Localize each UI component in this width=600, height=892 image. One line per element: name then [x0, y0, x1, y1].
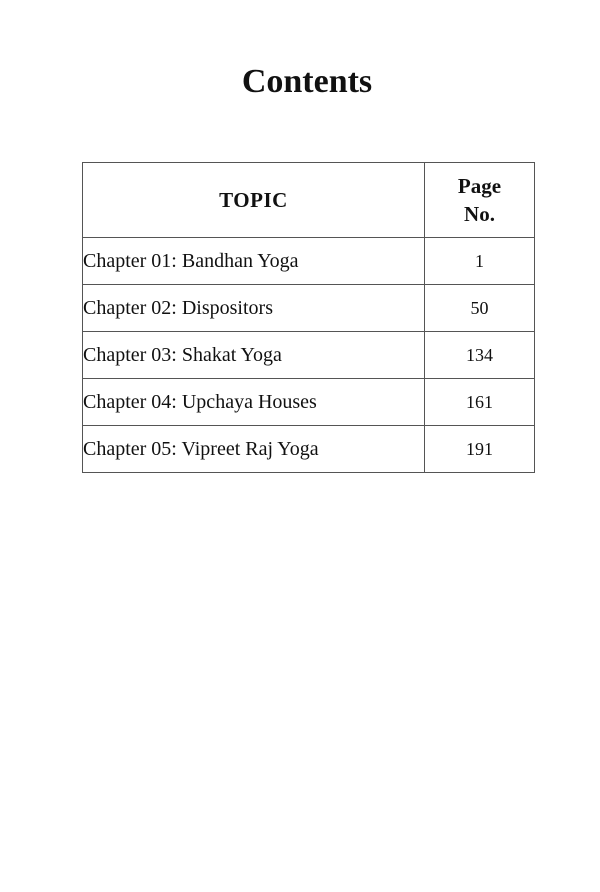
topic-column-header: TOPIC	[83, 163, 425, 238]
chapter-topic: Chapter 04: Upchaya Houses	[83, 379, 425, 426]
table-row	[83, 332, 535, 379]
table-row	[83, 426, 535, 473]
page-header-line1: Page	[457, 174, 502, 198]
chapter-topic: Chapter 01: Bandhan Yoga	[83, 238, 425, 285]
page-title: Contents	[241, 63, 373, 100]
chapter-topic: Chapter 03: Shakat Yoga	[83, 332, 425, 379]
page-header-line2: No.	[464, 202, 495, 226]
table-header-row	[83, 163, 535, 238]
table-row	[83, 285, 535, 332]
page-no-column-header	[425, 163, 535, 238]
chapter-page-number: 161	[425, 379, 535, 426]
chapter-page-number: 1	[425, 238, 535, 285]
table-row	[83, 238, 535, 285]
chapter-page-number: 191	[425, 426, 535, 473]
chapter-topic: Chapter 05: Vipreet Raj Yoga	[83, 426, 425, 473]
chapter-page-number: 50	[425, 285, 535, 332]
chapter-topic: Chapter 02: Dispositors	[83, 285, 425, 332]
chapter-page-number: 134	[425, 332, 535, 379]
table-row	[83, 379, 535, 426]
contents-table	[82, 162, 535, 473]
